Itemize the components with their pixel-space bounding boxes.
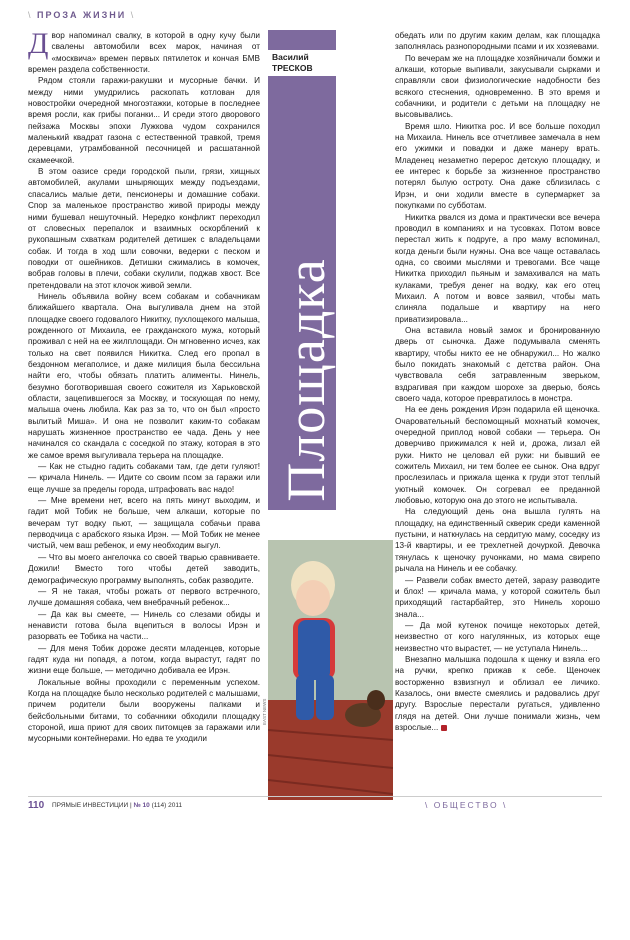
paragraph	[28, 27, 260, 75]
article-title-box	[266, 240, 346, 520]
left-text-column	[28, 27, 260, 800]
issue-year: (114) 2011	[151, 802, 183, 809]
author-byline: Василий ТРЕСКОВ	[268, 50, 349, 76]
section-header: \ ПРОЗА ЖИЗНИ \	[28, 10, 136, 20]
paragraph: Нинель объявила войну всем собакам и собачникам ближайшего квартала. Она выгуливала днем на этой площадке своего годовалого Никитку, пухлощекого малыша, рожденного от Михаила, ее гражданского мужа, который проживал с ней на ее жилплощади. Он мгновенно исчез, как только на свет появился Никитка. След его пропал в бездонном мегаполисе, и даже милиция была бессильна найти его, чтобы обязать платить алименты. Нинель, безумно боготворившая своего сожителя из Харьковской области, зацепившегося за Москву, и тоскующая по нему, малыша очень любила. Как раз за то, что он был «просто вылитый Миша». И она не позволит каким-то собакам нарушать жизненное пространство ее чада. День у нее начинался со скандала с соседкой по этажу, которая в это же самое время выгуливала терьера на площадке.	[28, 291, 260, 460]
paragraph: По вечерам же на площадке хозяйничали бомжи и алкаши, которые выпивали, закусывали сырками и справляли свои физиологические надобности без всякого стеснения, одновременно. В это время и собачники, и родители с детьми на площадку не высовывались.	[395, 53, 600, 120]
end-of-article-mark	[441, 725, 447, 731]
section-rubric: ПРОЗА ЖИЗНИ	[37, 10, 127, 20]
article-title: Площадка	[276, 258, 336, 502]
paragraph: — Да мой кутенок почище некоторых детей, неизвестно от кого нагулянных, из которых еще неизвестно что вырастет, — не уступала Нинель...	[395, 620, 600, 653]
paragraph: — Для меня Тобик дороже десяти младенцев, которые гадят куда ни попадя, а потом, когда вырастут, гадят по жизни еще больше, — методично добивала ее Ирэн.	[28, 643, 260, 676]
paragraph: — Как не стыдно гадить собаками там, где дети гуляют! — кричала Нинель. — Идите со своим псом за гаражи или еще лучше за пределы города, штрафовать вас надо!	[28, 462, 260, 494]
paragraph: На ее день рождения Ирэн подарила ей щеночка. Очаровательный беспомощный мохнатый комочек, очередной приплод новой собаки — терьера. Он доверчиво прижимался к ней и, дрожа, лизал ей руки. Никто не целовал ей руки: ни бывший ее сожитель Михаил, ни тем более ее сынок. Она вдруг прослезилась и прижала щенка к груди этот теплый уютный комочек. Он согревал ее преданной любовью, которую она до этого не испытывала.	[395, 405, 600, 506]
paragraph: — Да как вы смеете, — Нинель со слезами обиды и ненависти готова была вцепиться в волосы Ирэн и разорвать ее Тобика на части...	[28, 609, 260, 642]
paragraph: Локальные войны проходили с переменным успехом. Когда на площадке было несколько родителей с малышами, причем родители были вооружены палками и бейсбольными битами, то собачники обходили площадку стороной, иша приют для своих питомцев за гаражами или мусорными контейнерами. Но едва те уходили	[28, 677, 260, 744]
paragraph: обедать или по другим каким делам, как площадка заполнялась разнопородными псами и их хозяевами.	[395, 31, 600, 52]
photo-wrap-spacer	[345, 540, 395, 940]
drop-cap: Д	[28, 27, 49, 60]
footer-rule	[28, 796, 602, 797]
footer-rubric: \ ОБЩЕСТВО \	[425, 800, 508, 810]
paragraph: Время шло. Никитка рос. И все больше походил на Михаила. Нинель все отчетливее замечала в нем его ужимки и повадки и даже манеру врать. Младенец незаметно перерос детскую площадку, и ее интерес к борьбе за жизненное пространство потерял былую остроту. Она даже сблизилась с Ирэн, и они ходили вместе в супермаркет за покупками по субботам.	[395, 121, 600, 211]
right-text-column	[345, 30, 600, 800]
page-number: 110	[28, 800, 45, 811]
issue-number: № 10	[133, 802, 150, 809]
paragraph: В этом оазисе среди городской пыли, грязи, хищных автомобилей, акулами шныряющих между подъездами, спасались малые дети, пенсионеры и домашние собаки. Спор за маленькое пространство живой природы между ними бушевал нешуточный. Нередко конфликт переходил от словесных перепалок и взаимных оскорблений к рукопашным схваткам родителей детишек с владельцами собак. И тогда в ход шли совочки, ведерки с песком и поводки от ошейников. Детишки сжимались в комочек, вобрав головы в плечи, собаки скулили, поджав хвост. Все претендовали на этот клочок живой земли.	[28, 167, 260, 290]
paragraph: Она вставила новый замок и бронированную дверь от сыночка. Даже подумывала сменять квартиру, чтобы никто ее не обнаружил... Но жалко было покидать знакомый с детства район. Она чувствовала себя затравленным зверьком, вздрагивая при каждом шорохе за дверью, боясь своего чада, которое превратилось в монстра.	[395, 325, 600, 403]
footer-rubric-text: ОБЩЕСТВО	[433, 800, 499, 810]
paragraph-text: вор напоминал свалку, в которой в одну кучу были свалены автомобили всех марок, начиная от «москвича» времен первых пятилеток и кончая БМВ времен раздела собственности.	[28, 31, 260, 75]
photo-credit: EAST NEWS	[262, 698, 267, 725]
paragraph: Никитка рвался из дома и практически все вечера проводил в компаниях и на тусовках. Потом вовсе перестал жить к подруге, а про маму вспоминал, когда деньги были нужны. Она все чаще оставалась одна, со своими мыслями и тревогами. Все чаще Никитка приходил пьяным и замахивался на мать кулаками, требуя денег на водку, как его отец Михаил. А потом и вовсе заявил, чтобы мать слиняла подальше и квартиру на него приватизировала...	[395, 212, 600, 324]
paragraph: На следующий день она вышла гулять на площадку, на единственный скверик среди каменной пустыни, и наткнулась на сердитую маму, соседку из 13-й квартиры, и ее трехлетней дочуркой. Девочка тянулась к щеночку ручонками, но мама свирепо рычала на Нинель и ее собачку.	[395, 507, 600, 574]
paragraph: — Что вы моего ангелочка со своей тварью сравниваете. Дожили! Вместо того чтобы детей заводить, демографическую программу выполнять, собак разводите.	[28, 552, 260, 585]
paragraph: — Мне времени нет, всего на пять минут выходим, и гадит мой Тобик не больше, чем алкаши, которые по вечерам тут водку пьют, — защищала собачьи права перводчица с арабского языка Ирэн. — Мой Тобик не менее чистый, чем ваш ребенок, и ему необходим выгул.	[28, 496, 260, 551]
paragraph: — Я не такая, чтобы рожать от первого встречного, лучше домашняя собака, чем внебрачный ребенок...	[28, 586, 260, 608]
magazine-name: ПРЯМЫЕ ИНВЕСТИЦИИ	[52, 802, 129, 809]
paragraph: Рядом стояли гаражи-ракушки и мусорные бачки. И между ними умудрились раскопать котлован для новостройки очередной многоэтажки, которые в последнее время росли, как грибы поганки... И среди этого дворового пейзажа Москвы эпохи Лужкова чудом сохранился маленький квадрат газона с естественной травкой, тремя деревцами, утрамбованной песочницей и расшатанной скамеечкой.	[28, 76, 260, 165]
magazine-info: ПРЯМЫЕ ИНВЕСТИЦИИ | № 10 (114) 2011	[52, 802, 183, 809]
paragraph-text: Внезапно малышка подошла к щенку и взяла его на ручки, крепко прижав к себе. Щеночек восторженно взвизгнул и облизал ее личико. Казалось, они вместе смеялись и радовались друг другу. Взрослые перестали ругаться, удивленно глядя на детей. Они лучше понимали жизнь, чем взрослые...	[395, 654, 600, 732]
paragraph: — Развели собак вместо детей, заразу разводите и блох! — кричала мама, у которой сожитель был приходящий гастарбайтер, это Нинель хорошо знала...	[395, 575, 600, 619]
